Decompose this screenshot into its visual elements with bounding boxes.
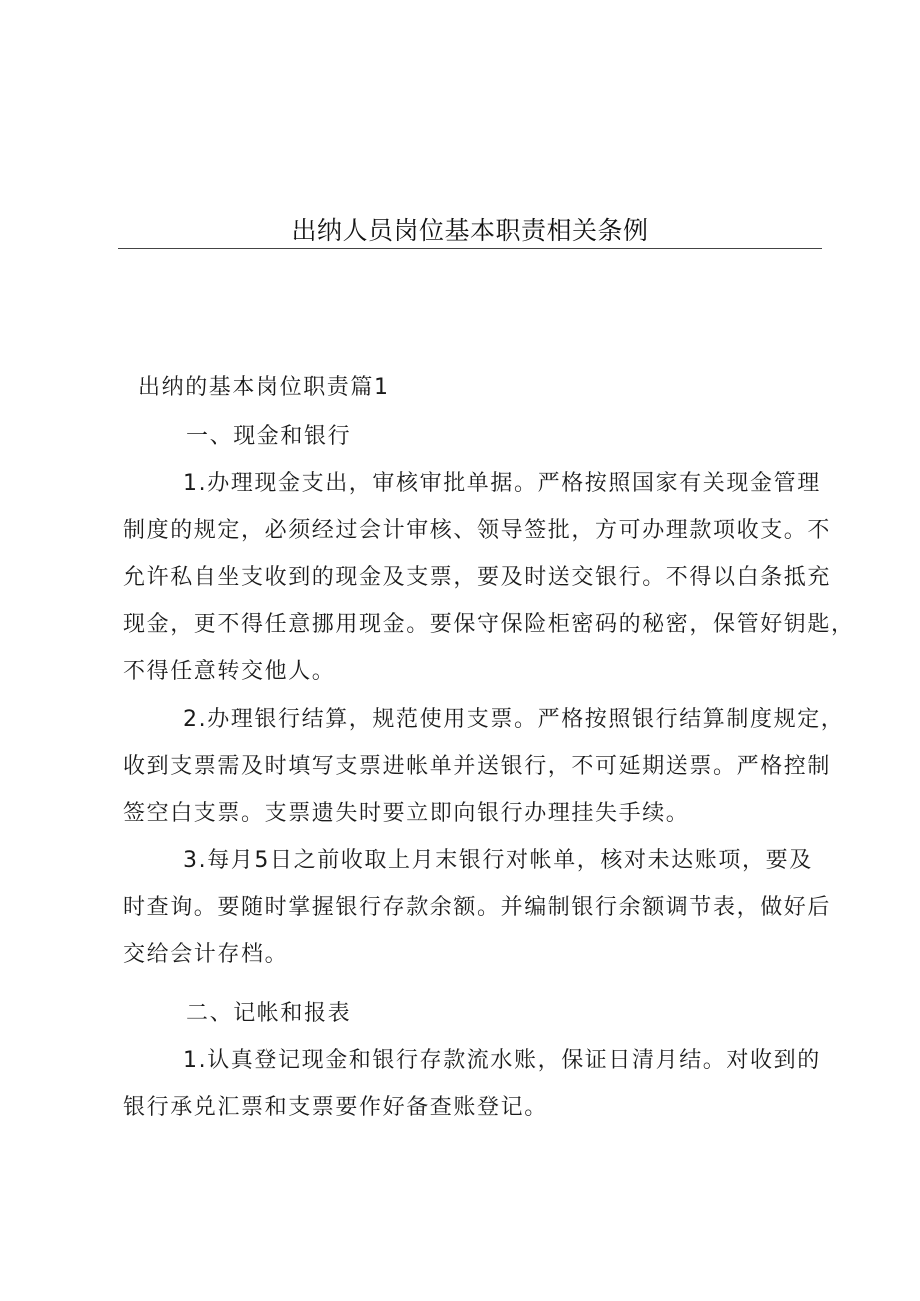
paragraph-line: 1.办理现金支出，审核审批单据。严格按照国家有关现金管理 — [183, 471, 821, 496]
paragraph-line: 允许私自坐支收到的现金及支票，要及时送交银行。不得以白条抵充 — [123, 565, 832, 590]
document-title: 出纳人员岗位基本职责相关条例 — [291, 216, 649, 245]
paragraph-line: 银行承兑汇票和支票要作好备查账登记。 — [123, 1095, 548, 1120]
paragraph-line: 收到支票需及时填写支票进帐单并送银行，不可延期送票。严格控制 — [123, 754, 832, 779]
paragraph-bank-statement — [123, 837, 832, 978]
subsection-heading-bookkeeping: 二、记帐和报表 — [186, 1001, 352, 1026]
paragraph-line: 签空白支票。支票遗失时要立即向银行办理挂失手续。 — [123, 801, 690, 826]
paragraph-line: 交给会计存档。 — [123, 942, 289, 967]
title-underline — [118, 248, 822, 249]
paragraph-bank-settlement — [123, 696, 845, 837]
paragraph-line: 1.认真登记现金和银行存款流水账，保证日清月结。对收到的 — [183, 1048, 821, 1073]
paragraph-line: 3.每月5日之前收取上月末银行对帐单，核对未达账项，要及 — [183, 848, 813, 873]
paragraph-line: 2.办理银行结算，规范使用支票。严格按照银行结算制度规定， — [183, 707, 845, 732]
section-heading: 出纳的基本岗位职责篇1 — [138, 375, 390, 400]
paragraph-line: 制度的规定，必须经过会计审核、领导签批，方可办理款项收支。不 — [123, 518, 832, 543]
subsection-heading-cash-bank: 一、现金和银行 — [186, 424, 352, 449]
paragraph-line: 不得任意转交他人。 — [123, 659, 336, 684]
paragraph-ledger — [123, 1037, 823, 1131]
paragraph-line: 现金，更不得任意挪用现金。要保守保险柜密码的秘密，保管好钥匙， — [123, 612, 855, 637]
paragraph-cash-payments — [123, 460, 855, 695]
paragraph-line: 时查询。要随时掌握银行存款余额。并编制银行余额调节表，做好后 — [123, 895, 832, 920]
